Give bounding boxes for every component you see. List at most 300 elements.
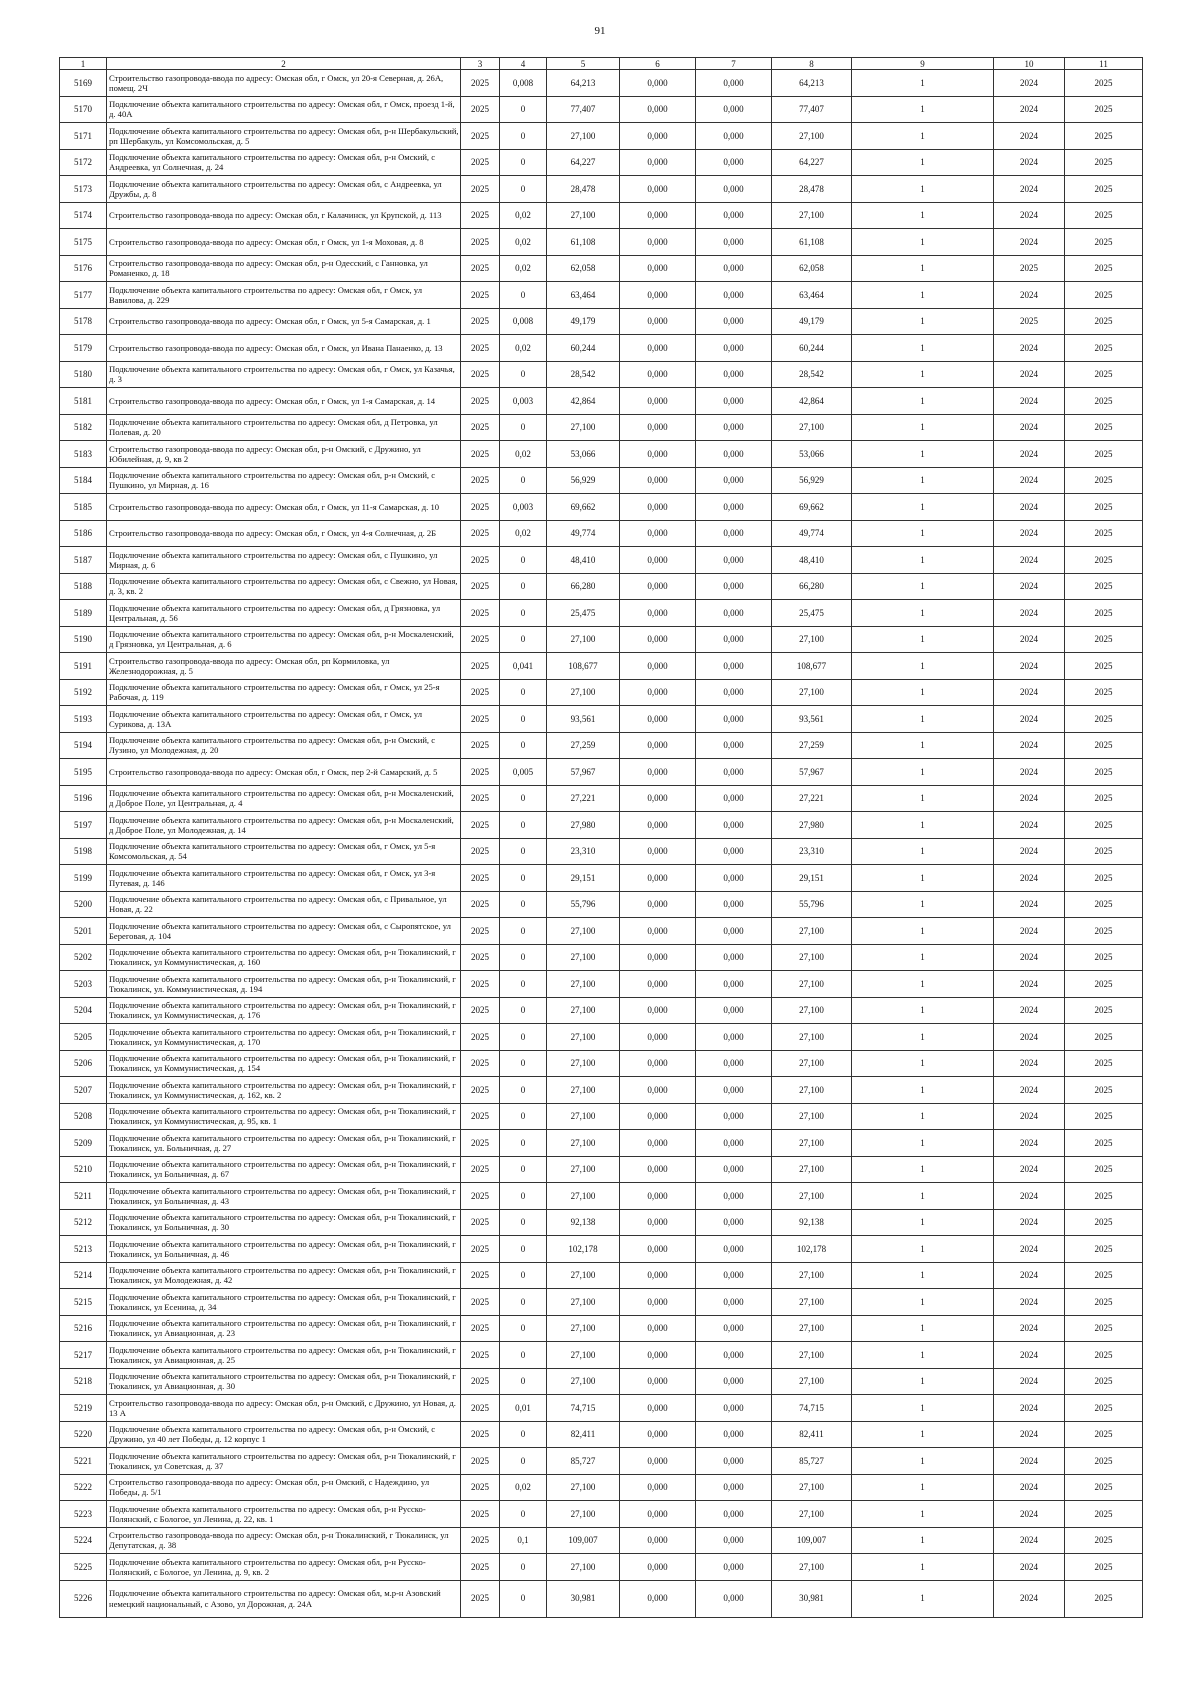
col-10-value: 2024 bbox=[994, 388, 1065, 415]
col-11-value: 2025 bbox=[1065, 1501, 1143, 1528]
row-number: 5202 bbox=[60, 944, 107, 971]
col-8-value: 63,464 bbox=[772, 282, 852, 309]
col-8-value: 66,280 bbox=[772, 573, 852, 600]
header-row bbox=[60, 58, 1143, 70]
col-8-value: 27,100 bbox=[772, 918, 852, 945]
col-7-value: 0,000 bbox=[696, 732, 772, 759]
table-row bbox=[60, 1024, 1143, 1051]
col-9-value: 1 bbox=[852, 812, 994, 839]
col-6-value: 0,000 bbox=[620, 1474, 696, 1501]
col-5-value: 74,715 bbox=[547, 1395, 620, 1422]
table-row bbox=[60, 759, 1143, 786]
col-6-value: 0,000 bbox=[620, 1209, 696, 1236]
row-number: 5219 bbox=[60, 1395, 107, 1422]
col-11-value: 2025 bbox=[1065, 123, 1143, 150]
col-10-value: 2024 bbox=[994, 944, 1065, 971]
col-9-value: 1 bbox=[852, 70, 994, 97]
table-row bbox=[60, 1077, 1143, 1104]
column-header: 11 bbox=[1065, 58, 1143, 70]
col-3-value: 2025 bbox=[461, 1050, 500, 1077]
col-9-value: 1 bbox=[852, 573, 994, 600]
col-11-value: 2025 bbox=[1065, 70, 1143, 97]
col-4-value: 0,02 bbox=[500, 520, 547, 547]
col-11-value: 2025 bbox=[1065, 679, 1143, 706]
col-6-value: 0,000 bbox=[620, 1236, 696, 1263]
col-5-value: 27,100 bbox=[547, 1103, 620, 1130]
col-4-value: 0 bbox=[500, 1289, 547, 1316]
col-9-value: 1 bbox=[852, 96, 994, 123]
object-description: Строительство газопровода-ввода по адресу: Омская обл, г Калачинск, ул Крупской, д. 113 bbox=[107, 202, 461, 229]
col-4-value: 0 bbox=[500, 282, 547, 309]
col-11-value: 2025 bbox=[1065, 626, 1143, 653]
table-row bbox=[60, 335, 1143, 362]
col-10-value: 2024 bbox=[994, 202, 1065, 229]
table-row bbox=[60, 600, 1143, 627]
col-6-value: 0,000 bbox=[620, 706, 696, 733]
col-6-value: 0,000 bbox=[620, 679, 696, 706]
object-description: Подключение объекта капитального строительства по адресу: Омская обл, р-н Тюкалинский, г Тюкалинск, ул Молодежная, д. 42 bbox=[107, 1262, 461, 1289]
col-5-value: 27,100 bbox=[547, 1024, 620, 1051]
col-3-value: 2025 bbox=[461, 176, 500, 203]
col-3-value: 2025 bbox=[461, 1342, 500, 1369]
row-number: 5203 bbox=[60, 971, 107, 998]
col-3-value: 2025 bbox=[461, 441, 500, 468]
col-4-value: 0,02 bbox=[500, 202, 547, 229]
col-11-value: 2025 bbox=[1065, 547, 1143, 574]
table-row bbox=[60, 971, 1143, 998]
col-8-value: 85,727 bbox=[772, 1448, 852, 1475]
col-4-value: 0 bbox=[500, 547, 547, 574]
col-7-value: 0,000 bbox=[696, 1342, 772, 1369]
col-4-value: 0,01 bbox=[500, 1395, 547, 1422]
row-number: 5200 bbox=[60, 891, 107, 918]
col-9-value: 1 bbox=[852, 1527, 994, 1554]
col-10-value: 2024 bbox=[994, 229, 1065, 256]
row-number: 5180 bbox=[60, 361, 107, 388]
table-row bbox=[60, 1236, 1143, 1263]
col-5-value: 27,100 bbox=[547, 1130, 620, 1157]
row-number: 5213 bbox=[60, 1236, 107, 1263]
col-3-value: 2025 bbox=[461, 255, 500, 282]
col-9-value: 1 bbox=[852, 1050, 994, 1077]
col-10-value: 2024 bbox=[994, 971, 1065, 998]
col-4-value: 0 bbox=[500, 706, 547, 733]
row-number: 5188 bbox=[60, 573, 107, 600]
col-6-value: 0,000 bbox=[620, 944, 696, 971]
col-6-value: 0,000 bbox=[620, 229, 696, 256]
object-description: Строительство газопровода-ввода по адресу: Омская обл, р-н Омский, с Надеждино, ул Победы, д. 5/1 bbox=[107, 1474, 461, 1501]
col-5-value: 60,244 bbox=[547, 335, 620, 362]
col-4-value: 0 bbox=[500, 1448, 547, 1475]
table-row bbox=[60, 1050, 1143, 1077]
col-6-value: 0,000 bbox=[620, 1527, 696, 1554]
table-row bbox=[60, 1289, 1143, 1316]
col-9-value: 1 bbox=[852, 1474, 994, 1501]
col-8-value: 27,100 bbox=[772, 971, 852, 998]
col-7-value: 0,000 bbox=[696, 1501, 772, 1528]
row-number: 5169 bbox=[60, 70, 107, 97]
row-number: 5217 bbox=[60, 1342, 107, 1369]
object-description: Подключение объекта капитального строительства по адресу: Омская обл, с Свежно, ул Новая, д. 3, кв. 2 bbox=[107, 573, 461, 600]
object-description: Строительство газопровода-ввода по адресу: Омская обл, р-н Омский, с Дружино, ул Юбилейная, д. 9, кв 2 bbox=[107, 441, 461, 468]
col-8-value: 42,864 bbox=[772, 388, 852, 415]
row-number: 5201 bbox=[60, 918, 107, 945]
column-header: 7 bbox=[696, 58, 772, 70]
row-number: 5193 bbox=[60, 706, 107, 733]
table-row bbox=[60, 1395, 1143, 1422]
col-4-value: 0 bbox=[500, 865, 547, 892]
table-row bbox=[60, 255, 1143, 282]
col-5-value: 109,007 bbox=[547, 1527, 620, 1554]
col-8-value: 30,981 bbox=[772, 1580, 852, 1617]
col-7-value: 0,000 bbox=[696, 865, 772, 892]
row-number: 5176 bbox=[60, 255, 107, 282]
col-4-value: 0 bbox=[500, 414, 547, 441]
col-11-value: 2025 bbox=[1065, 282, 1143, 309]
col-7-value: 0,000 bbox=[696, 282, 772, 309]
col-6-value: 0,000 bbox=[620, 1448, 696, 1475]
col-11-value: 2025 bbox=[1065, 361, 1143, 388]
col-4-value: 0,1 bbox=[500, 1527, 547, 1554]
col-9-value: 1 bbox=[852, 944, 994, 971]
col-4-value: 0 bbox=[500, 891, 547, 918]
col-9-value: 1 bbox=[852, 1342, 994, 1369]
col-10-value: 2024 bbox=[994, 997, 1065, 1024]
col-7-value: 0,000 bbox=[696, 759, 772, 786]
object-description: Строительство газопровода-ввода по адресу: Омская обл, р-н Омский, с Дружино, ул Новая, д. 13 А bbox=[107, 1395, 461, 1422]
row-number: 5182 bbox=[60, 414, 107, 441]
table-row bbox=[60, 1315, 1143, 1342]
object-description: Подключение объекта капитального строительства по адресу: Омская обл, р-н Тюкалинский, г Тюкалинск, ул Советская, д. 37 bbox=[107, 1448, 461, 1475]
col-6-value: 0,000 bbox=[620, 838, 696, 865]
col-6-value: 0,000 bbox=[620, 1580, 696, 1617]
col-9-value: 1 bbox=[852, 600, 994, 627]
col-10-value: 2024 bbox=[994, 1474, 1065, 1501]
col-11-value: 2025 bbox=[1065, 335, 1143, 362]
col-3-value: 2025 bbox=[461, 1103, 500, 1130]
col-9-value: 1 bbox=[852, 732, 994, 759]
col-3-value: 2025 bbox=[461, 759, 500, 786]
col-7-value: 0,000 bbox=[696, 1209, 772, 1236]
object-description: Подключение объекта капитального строительства по адресу: Омская обл, с Андреевка, ул Дружбы, д. 8 bbox=[107, 176, 461, 203]
col-11-value: 2025 bbox=[1065, 732, 1143, 759]
object-description: Строительство газопровода-ввода по адресу: Омская обл, г Омск, ул 20-я Северная, д. 26А, помещ. 2Ч bbox=[107, 70, 461, 97]
object-description: Подключение объекта капитального строительства по адресу: Омская обл, р-н Тюкалинский, г Тюкалинск, ул Авиационная, д. 23 bbox=[107, 1315, 461, 1342]
col-9-value: 1 bbox=[852, 759, 994, 786]
col-3-value: 2025 bbox=[461, 1474, 500, 1501]
col-11-value: 2025 bbox=[1065, 255, 1143, 282]
col-7-value: 0,000 bbox=[696, 96, 772, 123]
col-6-value: 0,000 bbox=[620, 149, 696, 176]
col-8-value: 27,100 bbox=[772, 626, 852, 653]
col-10-value: 2024 bbox=[994, 918, 1065, 945]
table-row bbox=[60, 176, 1143, 203]
col-10-value: 2024 bbox=[994, 679, 1065, 706]
col-8-value: 27,100 bbox=[772, 1315, 852, 1342]
col-4-value: 0,02 bbox=[500, 1474, 547, 1501]
object-description: Подключение объекта капитального строительства по адресу: Омская обл, р-н Омский, с Пушкино, ул Мирная, д. 16 bbox=[107, 467, 461, 494]
col-5-value: 27,100 bbox=[547, 1368, 620, 1395]
col-4-value: 0 bbox=[500, 1183, 547, 1210]
col-7-value: 0,000 bbox=[696, 229, 772, 256]
object-description: Подключение объекта капитального строительства по адресу: Омская обл, р-н Тюкалинский, г Тюкалинск, ул Больничная, д. 43 bbox=[107, 1183, 461, 1210]
col-11-value: 2025 bbox=[1065, 971, 1143, 998]
col-3-value: 2025 bbox=[461, 149, 500, 176]
object-description: Строительство газопровода-ввода по адресу: Омская обл, р-н Одесский, с Ганновка, ул Романенко, д. 18 bbox=[107, 255, 461, 282]
col-6-value: 0,000 bbox=[620, 123, 696, 150]
col-3-value: 2025 bbox=[461, 494, 500, 521]
object-description: Строительство газопровода-ввода по адресу: Омская обл, г Омск, ул 1-я Самарская, д. 14 bbox=[107, 388, 461, 415]
col-8-value: 27,980 bbox=[772, 812, 852, 839]
col-7-value: 0,000 bbox=[696, 176, 772, 203]
col-3-value: 2025 bbox=[461, 653, 500, 680]
col-5-value: 27,100 bbox=[547, 918, 620, 945]
col-9-value: 1 bbox=[852, 1024, 994, 1051]
col-9-value: 1 bbox=[852, 1554, 994, 1581]
col-9-value: 1 bbox=[852, 997, 994, 1024]
col-7-value: 0,000 bbox=[696, 600, 772, 627]
col-6-value: 0,000 bbox=[620, 308, 696, 335]
col-5-value: 49,774 bbox=[547, 520, 620, 547]
col-10-value: 2024 bbox=[994, 1315, 1065, 1342]
col-5-value: 42,864 bbox=[547, 388, 620, 415]
table-row bbox=[60, 1527, 1143, 1554]
row-number: 5178 bbox=[60, 308, 107, 335]
col-11-value: 2025 bbox=[1065, 1554, 1143, 1581]
col-4-value: 0 bbox=[500, 1236, 547, 1263]
col-10-value: 2024 bbox=[994, 1342, 1065, 1369]
col-5-value: 27,259 bbox=[547, 732, 620, 759]
col-9-value: 1 bbox=[852, 1580, 994, 1617]
col-4-value: 0 bbox=[500, 732, 547, 759]
col-3-value: 2025 bbox=[461, 997, 500, 1024]
col-7-value: 0,000 bbox=[696, 70, 772, 97]
col-11-value: 2025 bbox=[1065, 1050, 1143, 1077]
table-row bbox=[60, 1554, 1143, 1581]
col-6-value: 0,000 bbox=[620, 176, 696, 203]
col-4-value: 0,02 bbox=[500, 255, 547, 282]
col-9-value: 1 bbox=[852, 971, 994, 998]
object-description: Подключение объекта капитального строительства по адресу: Омская обл, г Омск, ул 3-я Путевая, д. 146 bbox=[107, 865, 461, 892]
col-8-value: 82,411 bbox=[772, 1421, 852, 1448]
col-8-value: 27,100 bbox=[772, 1368, 852, 1395]
col-4-value: 0 bbox=[500, 1342, 547, 1369]
row-number: 5220 bbox=[60, 1421, 107, 1448]
row-number: 5174 bbox=[60, 202, 107, 229]
table-row bbox=[60, 838, 1143, 865]
col-11-value: 2025 bbox=[1065, 653, 1143, 680]
col-11-value: 2025 bbox=[1065, 1368, 1143, 1395]
col-5-value: 66,280 bbox=[547, 573, 620, 600]
col-7-value: 0,000 bbox=[696, 626, 772, 653]
object-description: Подключение объекта капитального строительства по адресу: Омская обл, р-н Омский, с Андреевка, ул Солнечная, д. 24 bbox=[107, 149, 461, 176]
col-3-value: 2025 bbox=[461, 123, 500, 150]
col-7-value: 0,000 bbox=[696, 1527, 772, 1554]
col-9-value: 1 bbox=[852, 1262, 994, 1289]
col-10-value: 2024 bbox=[994, 361, 1065, 388]
col-11-value: 2025 bbox=[1065, 891, 1143, 918]
col-7-value: 0,000 bbox=[696, 414, 772, 441]
col-7-value: 0,000 bbox=[696, 494, 772, 521]
col-9-value: 1 bbox=[852, 706, 994, 733]
col-11-value: 2025 bbox=[1065, 1209, 1143, 1236]
table-row bbox=[60, 812, 1143, 839]
col-10-value: 2024 bbox=[994, 1024, 1065, 1051]
col-10-value: 2024 bbox=[994, 1580, 1065, 1617]
col-9-value: 1 bbox=[852, 255, 994, 282]
col-11-value: 2025 bbox=[1065, 573, 1143, 600]
col-6-value: 0,000 bbox=[620, 573, 696, 600]
col-11-value: 2025 bbox=[1065, 467, 1143, 494]
col-9-value: 1 bbox=[852, 1183, 994, 1210]
col-5-value: 27,100 bbox=[547, 1501, 620, 1528]
table-row bbox=[60, 1342, 1143, 1369]
col-11-value: 2025 bbox=[1065, 1474, 1143, 1501]
col-8-value: 27,100 bbox=[772, 1024, 852, 1051]
col-4-value: 0 bbox=[500, 1421, 547, 1448]
col-3-value: 2025 bbox=[461, 1024, 500, 1051]
col-4-value: 0 bbox=[500, 149, 547, 176]
table-row bbox=[60, 944, 1143, 971]
row-number: 5170 bbox=[60, 96, 107, 123]
col-3-value: 2025 bbox=[461, 573, 500, 600]
col-5-value: 27,100 bbox=[547, 1262, 620, 1289]
col-8-value: 64,213 bbox=[772, 70, 852, 97]
col-8-value: 49,179 bbox=[772, 308, 852, 335]
row-number: 5191 bbox=[60, 653, 107, 680]
col-6-value: 0,000 bbox=[620, 1077, 696, 1104]
col-7-value: 0,000 bbox=[696, 1130, 772, 1157]
page-number: 91 bbox=[594, 25, 606, 37]
col-7-value: 0,000 bbox=[696, 308, 772, 335]
col-5-value: 27,100 bbox=[547, 997, 620, 1024]
row-number: 5172 bbox=[60, 149, 107, 176]
col-9-value: 1 bbox=[852, 1236, 994, 1263]
column-header: 4 bbox=[500, 58, 547, 70]
col-8-value: 27,259 bbox=[772, 732, 852, 759]
col-8-value: 48,410 bbox=[772, 547, 852, 574]
col-9-value: 1 bbox=[852, 1289, 994, 1316]
table-row bbox=[60, 202, 1143, 229]
col-10-value: 2024 bbox=[994, 1527, 1065, 1554]
table-row bbox=[60, 1474, 1143, 1501]
object-description: Подключение объекта капитального строительства по адресу: Омская обл, м.р-н Азовский немецкий национальный, с Азово, ул Дорожная, д. 24А bbox=[107, 1580, 461, 1617]
col-6-value: 0,000 bbox=[620, 547, 696, 574]
col-7-value: 0,000 bbox=[696, 1368, 772, 1395]
col-10-value: 2024 bbox=[994, 785, 1065, 812]
col-8-value: 27,100 bbox=[772, 1156, 852, 1183]
col-4-value: 0 bbox=[500, 838, 547, 865]
col-8-value: 27,100 bbox=[772, 1183, 852, 1210]
col-11-value: 2025 bbox=[1065, 441, 1143, 468]
col-9-value: 1 bbox=[852, 1421, 994, 1448]
col-8-value: 28,542 bbox=[772, 361, 852, 388]
col-11-value: 2025 bbox=[1065, 838, 1143, 865]
col-5-value: 29,151 bbox=[547, 865, 620, 892]
col-3-value: 2025 bbox=[461, 1262, 500, 1289]
col-10-value: 2024 bbox=[994, 706, 1065, 733]
col-7-value: 0,000 bbox=[696, 1050, 772, 1077]
object-description: Подключение объекта капитального строительства по адресу: Омская обл, р-н Тюкалинский, г Тюкалинск, ул Авиационная, д. 25 bbox=[107, 1342, 461, 1369]
object-description: Строительство газопровода-ввода по адресу: Омская обл, рп Кормиловка, ул Железнодорожная, д. 5 bbox=[107, 653, 461, 680]
col-10-value: 2024 bbox=[994, 838, 1065, 865]
col-4-value: 0 bbox=[500, 626, 547, 653]
col-5-value: 92,138 bbox=[547, 1209, 620, 1236]
col-5-value: 61,108 bbox=[547, 229, 620, 256]
object-description: Подключение объекта капитального строительства по адресу: Омская обл, р-н Русско-Полянский, с Бологое, ул Ленина, д. 22, кв. 1 bbox=[107, 1501, 461, 1528]
column-header: 5 bbox=[547, 58, 620, 70]
col-4-value: 0,005 bbox=[500, 759, 547, 786]
object-description: Подключение объекта капитального строительства по адресу: Омская обл, г Омск, ул Казачья, д. 3 bbox=[107, 361, 461, 388]
col-11-value: 2025 bbox=[1065, 1103, 1143, 1130]
row-number: 5186 bbox=[60, 520, 107, 547]
row-number: 5183 bbox=[60, 441, 107, 468]
col-10-value: 2024 bbox=[994, 1236, 1065, 1263]
table-row bbox=[60, 732, 1143, 759]
col-10-value: 2024 bbox=[994, 414, 1065, 441]
col-5-value: 27,100 bbox=[547, 202, 620, 229]
col-10-value: 2024 bbox=[994, 1395, 1065, 1422]
col-5-value: 56,929 bbox=[547, 467, 620, 494]
col-4-value: 0 bbox=[500, 944, 547, 971]
col-5-value: 64,213 bbox=[547, 70, 620, 97]
col-3-value: 2025 bbox=[461, 388, 500, 415]
row-number: 5205 bbox=[60, 1024, 107, 1051]
col-4-value: 0 bbox=[500, 96, 547, 123]
col-8-value: 53,066 bbox=[772, 441, 852, 468]
col-8-value: 27,100 bbox=[772, 1262, 852, 1289]
object-description: Подключение объекта капитального строительства по адресу: Омская обл, д Петровка, ул Полевая, д. 20 bbox=[107, 414, 461, 441]
col-5-value: 108,677 bbox=[547, 653, 620, 680]
table-row bbox=[60, 123, 1143, 150]
col-6-value: 0,000 bbox=[620, 1024, 696, 1051]
col-5-value: 27,100 bbox=[547, 1183, 620, 1210]
col-10-value: 2024 bbox=[994, 1289, 1065, 1316]
col-11-value: 2025 bbox=[1065, 1077, 1143, 1104]
col-9-value: 1 bbox=[852, 1209, 994, 1236]
col-5-value: 30,981 bbox=[547, 1580, 620, 1617]
object-description: Подключение объекта капитального строительства по адресу: Омская обл, г Омск, ул 5-я Комсомольская, д. 54 bbox=[107, 838, 461, 865]
col-9-value: 1 bbox=[852, 918, 994, 945]
col-9-value: 1 bbox=[852, 1130, 994, 1157]
col-7-value: 0,000 bbox=[696, 1024, 772, 1051]
col-4-value: 0 bbox=[500, 123, 547, 150]
col-4-value: 0 bbox=[500, 1103, 547, 1130]
col-5-value: 64,227 bbox=[547, 149, 620, 176]
col-5-value: 23,310 bbox=[547, 838, 620, 865]
col-7-value: 0,000 bbox=[696, 1156, 772, 1183]
col-4-value: 0 bbox=[500, 1156, 547, 1183]
col-9-value: 1 bbox=[852, 653, 994, 680]
col-3-value: 2025 bbox=[461, 520, 500, 547]
object-description: Подключение объекта капитального строительства по адресу: Омская обл, р-н Москаленский, д Доброе Поле, ул Молодежная, д. 14 bbox=[107, 812, 461, 839]
object-description: Подключение объекта капитального строительства по адресу: Омская обл, р-н Тюкалинский, г Тюкалинск, ул Коммунистическая, д. 95, кв. 1 bbox=[107, 1103, 461, 1130]
col-10-value: 2024 bbox=[994, 1130, 1065, 1157]
col-8-value: 74,715 bbox=[772, 1395, 852, 1422]
col-11-value: 2025 bbox=[1065, 1527, 1143, 1554]
col-3-value: 2025 bbox=[461, 891, 500, 918]
col-8-value: 27,100 bbox=[772, 1554, 852, 1581]
table-row bbox=[60, 997, 1143, 1024]
col-8-value: 23,310 bbox=[772, 838, 852, 865]
col-3-value: 2025 bbox=[461, 1580, 500, 1617]
row-number: 5190 bbox=[60, 626, 107, 653]
object-description: Подключение объекта капитального строительства по адресу: Омская обл, р-н Омский, с Лузино, ул Молодежная, д. 20 bbox=[107, 732, 461, 759]
col-6-value: 0,000 bbox=[620, 865, 696, 892]
col-3-value: 2025 bbox=[461, 1315, 500, 1342]
col-8-value: 27,221 bbox=[772, 785, 852, 812]
col-4-value: 0 bbox=[500, 971, 547, 998]
